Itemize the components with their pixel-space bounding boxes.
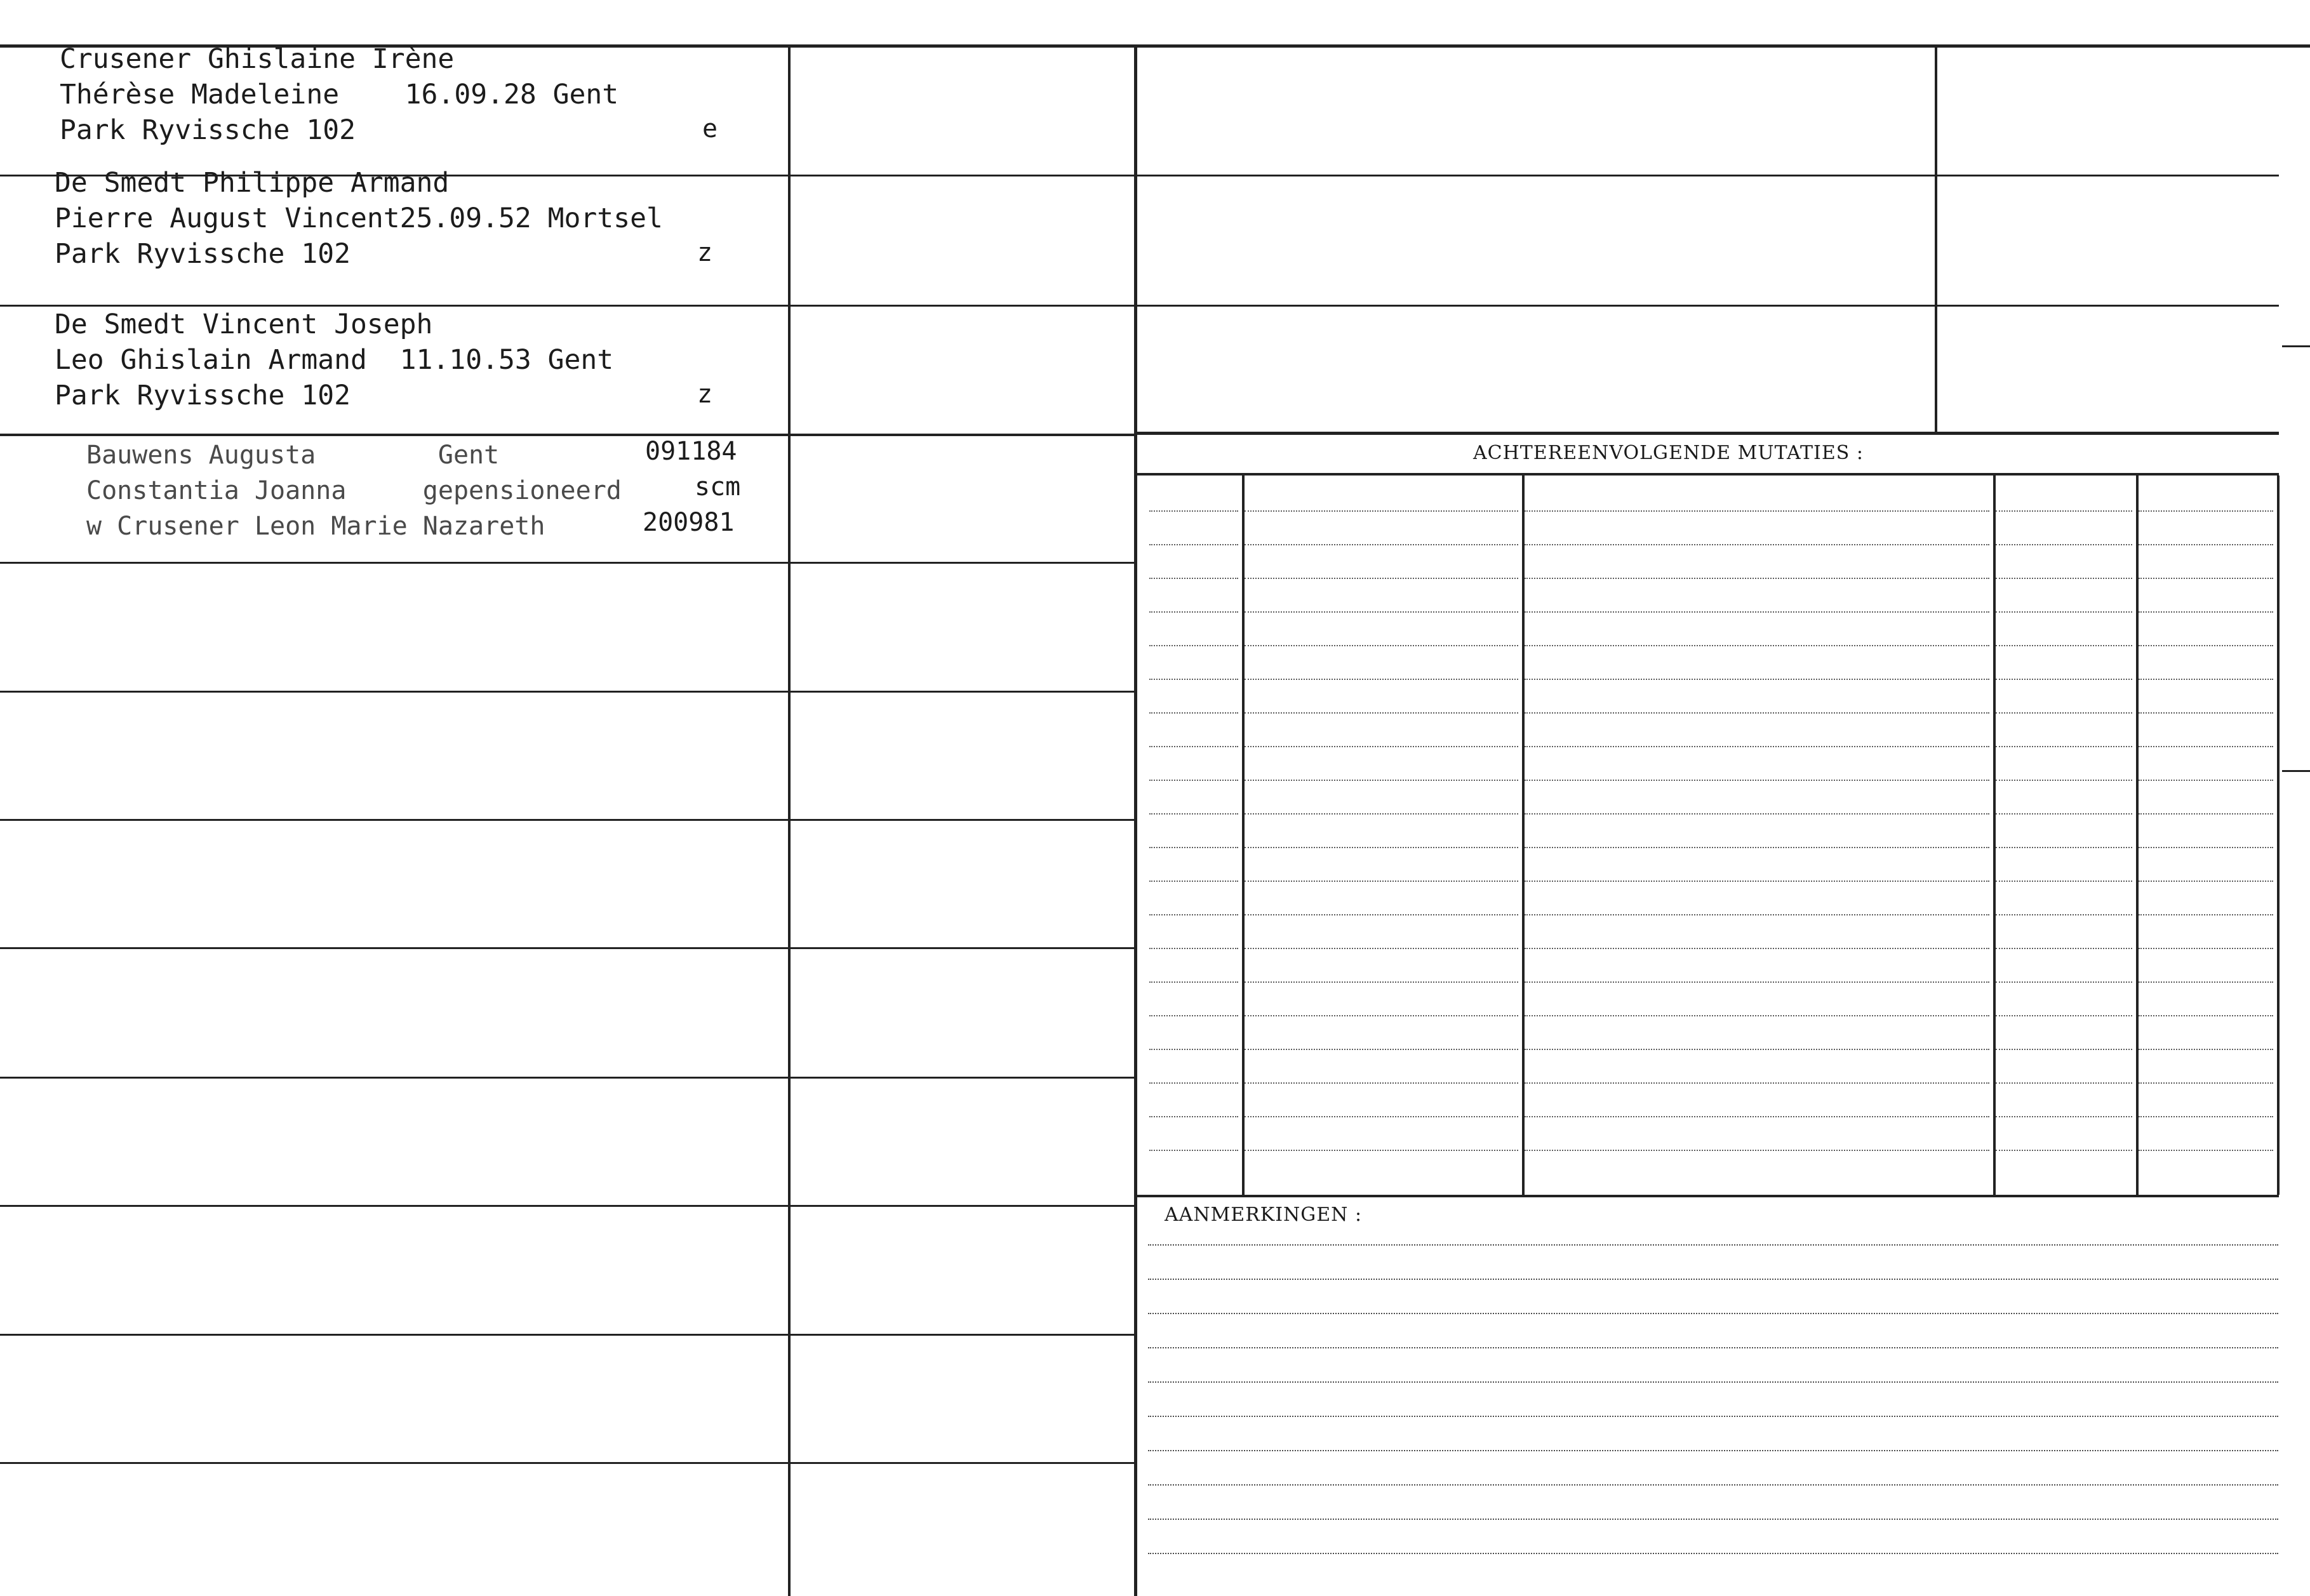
row-separator [1937,175,2279,176]
row-separator [791,434,1134,436]
mutaties-row-line [1996,1116,2132,1117]
aanmerkingen-heading: AANMERKINGEN : [1165,1204,1363,1226]
mutaties-row-line [2139,1116,2273,1117]
row-separator [0,819,789,821]
mutaties-row-line [1525,510,1989,512]
column-divider-1 [788,48,791,1596]
mutaties-row-line [2139,948,2273,949]
row-separator [791,691,1134,693]
mutaties-row-line [1149,1116,1238,1117]
mutaties-row-line [1149,981,1238,983]
mutaties-bottom-rule [1137,1195,2279,1197]
entry-detail-line: Leo Ghislain Armand 11.10.53 Gent [55,344,614,376]
mutaties-row-line [1245,881,1518,882]
mutaties-row-line [1149,1082,1238,1084]
register-entry [86,439,778,566]
mutaties-row-line [1245,914,1518,915]
register-entry [60,43,771,170]
mutaties-row-line [1525,1082,1989,1084]
register-entry [55,167,766,294]
mutaties-row-line [2139,847,2273,848]
row-separator [791,1077,1134,1079]
row-separator [0,1077,789,1079]
mutaties-row-line [1245,847,1518,848]
mutaties-row-line [1149,847,1238,848]
mutaties-row-line [2139,881,2273,882]
mutaties-col-divider [1522,475,1525,1195]
mutaties-row-line [1525,1015,1989,1016]
mutaties-row-line [2139,1150,2273,1151]
mutaties-row-line [1149,914,1238,915]
mutaties-row-line [1525,578,1989,579]
row-separator [0,1334,789,1336]
aanmerkingen-line [1148,1450,2278,1451]
mutaties-row-line [1245,544,1518,545]
row-separator [791,562,1134,564]
aanmerkingen-line [1148,1347,2278,1348]
entry-name-line: De Smedt Vincent Joseph [55,309,433,340]
mutaties-row-line [1245,948,1518,949]
entry-code: z [697,380,713,409]
mutaties-row-line [1525,1116,1989,1117]
mutaties-row-line [2139,746,2273,747]
mutaties-row-line [1525,914,1989,915]
column-divider-3 [1935,48,1937,432]
mutaties-row-line [1996,813,2132,815]
mutaties-row-line [1525,813,1989,815]
mutaties-col-divider [2136,475,2139,1195]
entry-code: 200981 [643,508,735,537]
mutaties-row-line [2139,981,2273,983]
mutaties-row-line [1245,679,1518,680]
mutaties-row-line [1996,1150,2132,1151]
row-separator [791,1462,1134,1464]
mutaties-heading: ACHTEREENVOLGENDE MUTATIES : [1473,442,1864,464]
mutaties-row-line [1525,847,1989,848]
register-entry [55,309,766,436]
mutaties-row-line [1245,981,1518,983]
mutaties-row-line [2139,780,2273,781]
mutaties-row-line [1245,1015,1518,1016]
mutaties-row-line [1149,510,1238,512]
mutaties-row-line [1996,578,2132,579]
mutaties-row-line [1996,1049,2132,1050]
mutaties-row-line [1996,948,2132,949]
mutaties-row-line [2139,1049,2273,1050]
row-separator [1137,305,1935,307]
mutaties-row-line [1149,578,1238,579]
entry-name-line: De Smedt Philippe Armand [55,167,450,199]
entry-name-line: Bauwens Augusta Gent [86,441,500,470]
mutaties-row-line [2139,510,2273,512]
mutaties-row-line [1245,611,1518,613]
mutaties-row-line [1149,712,1238,714]
mutaties-row-line [1149,780,1238,781]
mutaties-row-line [1149,645,1238,646]
row-separator [791,1334,1134,1336]
entry-name-line: Crusener Ghislaine Irène [60,43,455,75]
mutaties-row-line [1245,578,1518,579]
mutaties-row-line [1525,712,1989,714]
mutaties-row-line [1149,1049,1238,1050]
entry-detail-line: Thérèse Madeleine 16.09.28 Gent [60,79,619,110]
mutaties-row-line [1525,1150,1989,1151]
entry-code: e [702,114,718,143]
mutaties-row-line [1996,981,2132,983]
mutaties-header-rule [1137,473,2279,475]
mutaties-col-divider [2277,475,2280,1195]
mutaties-row-line [1525,881,1989,882]
mutaties-row-line [1245,1150,1518,1151]
aanmerkingen-line [1148,1484,2278,1486]
row-separator [791,175,1134,176]
mutaties-row-line [1996,881,2132,882]
row-separator [1137,175,1935,176]
mutaties-row-line [1149,746,1238,747]
aanmerkingen-line [1148,1416,2278,1417]
mutaties-row-line [1996,679,2132,680]
mutaties-row-line [1996,1015,2132,1016]
row-separator [0,1205,789,1207]
mutaties-row-line [1149,881,1238,882]
mutaties-row-line [1996,544,2132,545]
mutaties-row-line [2139,544,2273,545]
mutaties-row-line [1996,611,2132,613]
mutaties-row-line [1525,981,1989,983]
mutaties-row-line [1996,914,2132,915]
mutaties-row-line [1996,847,2132,848]
row-separator [791,305,1134,307]
mutaties-row-line [1996,712,2132,714]
mutaties-row-line [1245,813,1518,815]
mutaties-row-line [1525,1049,1989,1050]
mutaties-row-line [2139,611,2273,613]
entry-code: scm [695,472,741,502]
mutaties-row-line [1149,544,1238,545]
mutaties-row-line [1149,679,1238,680]
mutaties-row-line [2139,813,2273,815]
aanmerkingen-line [1148,1313,2278,1314]
side-tick [2282,345,2310,347]
mutaties-row-line [1525,746,1989,747]
row-separator [791,947,1134,949]
row-separator [791,1205,1134,1207]
entry-address-line: Park Ryvissche 102 [60,114,356,146]
mutaties-row-line [2139,1082,2273,1084]
row-separator [791,819,1134,821]
mutaties-row-line [1525,679,1989,680]
mutaties-row-line [1245,1082,1518,1084]
aanmerkingen-line [1148,1553,2278,1554]
mutaties-row-line [1245,746,1518,747]
mutaties-row-line [1996,746,2132,747]
mutaties-row-line [1525,611,1989,613]
mutaties-row-line [1996,1082,2132,1084]
mutaties-row-line [2139,578,2273,579]
mutaties-row-line [1149,611,1238,613]
row-separator [0,1462,789,1464]
mutaties-row-line [2139,712,2273,714]
mutaties-row-line [1525,780,1989,781]
entry-address-line: Park Ryvissche 102 [55,380,351,411]
mutaties-row-line [2139,914,2273,915]
mutaties-col-divider [1993,475,1996,1195]
mutaties-row-line [2139,645,2273,646]
mutaties-row-line [1525,544,1989,545]
mutaties-row-line [1525,948,1989,949]
aanmerkingen-line [1148,1519,2278,1520]
mutaties-row-line [1149,813,1238,815]
entry-address-line: w Crusener Leon Marie Nazareth [86,512,545,541]
entry-code: 091184 [645,437,737,466]
row-separator [0,947,789,949]
aanmerkingen-line [1148,1279,2278,1280]
mutaties-row-line [1245,510,1518,512]
mutaties-row-line [1245,645,1518,646]
entry-address-line: Park Ryvissche 102 [55,238,351,270]
mutaties-row-line [1996,780,2132,781]
entry-detail-line: Constantia Joanna gepensioneerd [86,476,622,505]
mutaties-row-line [1149,1015,1238,1016]
mutaties-row-line [1996,645,2132,646]
mutaties-row-line [1245,712,1518,714]
side-tick [2282,770,2310,772]
row-separator [0,691,789,693]
mutaties-col-divider [1242,475,1245,1195]
entry-code: z [697,238,713,267]
mutaties-top-rule [1137,432,2279,435]
mutaties-row-line [1149,948,1238,949]
mutaties-row-line [1525,645,1989,646]
column-divider-2 [1134,48,1137,1596]
mutaties-row-line [1245,780,1518,781]
mutaties-row-line [2139,1015,2273,1016]
row-separator [0,305,789,307]
mutaties-row-line [1996,510,2132,512]
mutaties-row-line [1245,1116,1518,1117]
row-separator [1937,305,2279,307]
aanmerkingen-line [1148,1244,2278,1246]
entry-detail-line: Pierre August Vincent25.09.52 Mortsel [55,203,663,234]
aanmerkingen-line [1148,1381,2278,1383]
mutaties-row-line [1245,1049,1518,1050]
mutaties-row-line [1149,1150,1238,1151]
mutaties-row-line [2139,679,2273,680]
